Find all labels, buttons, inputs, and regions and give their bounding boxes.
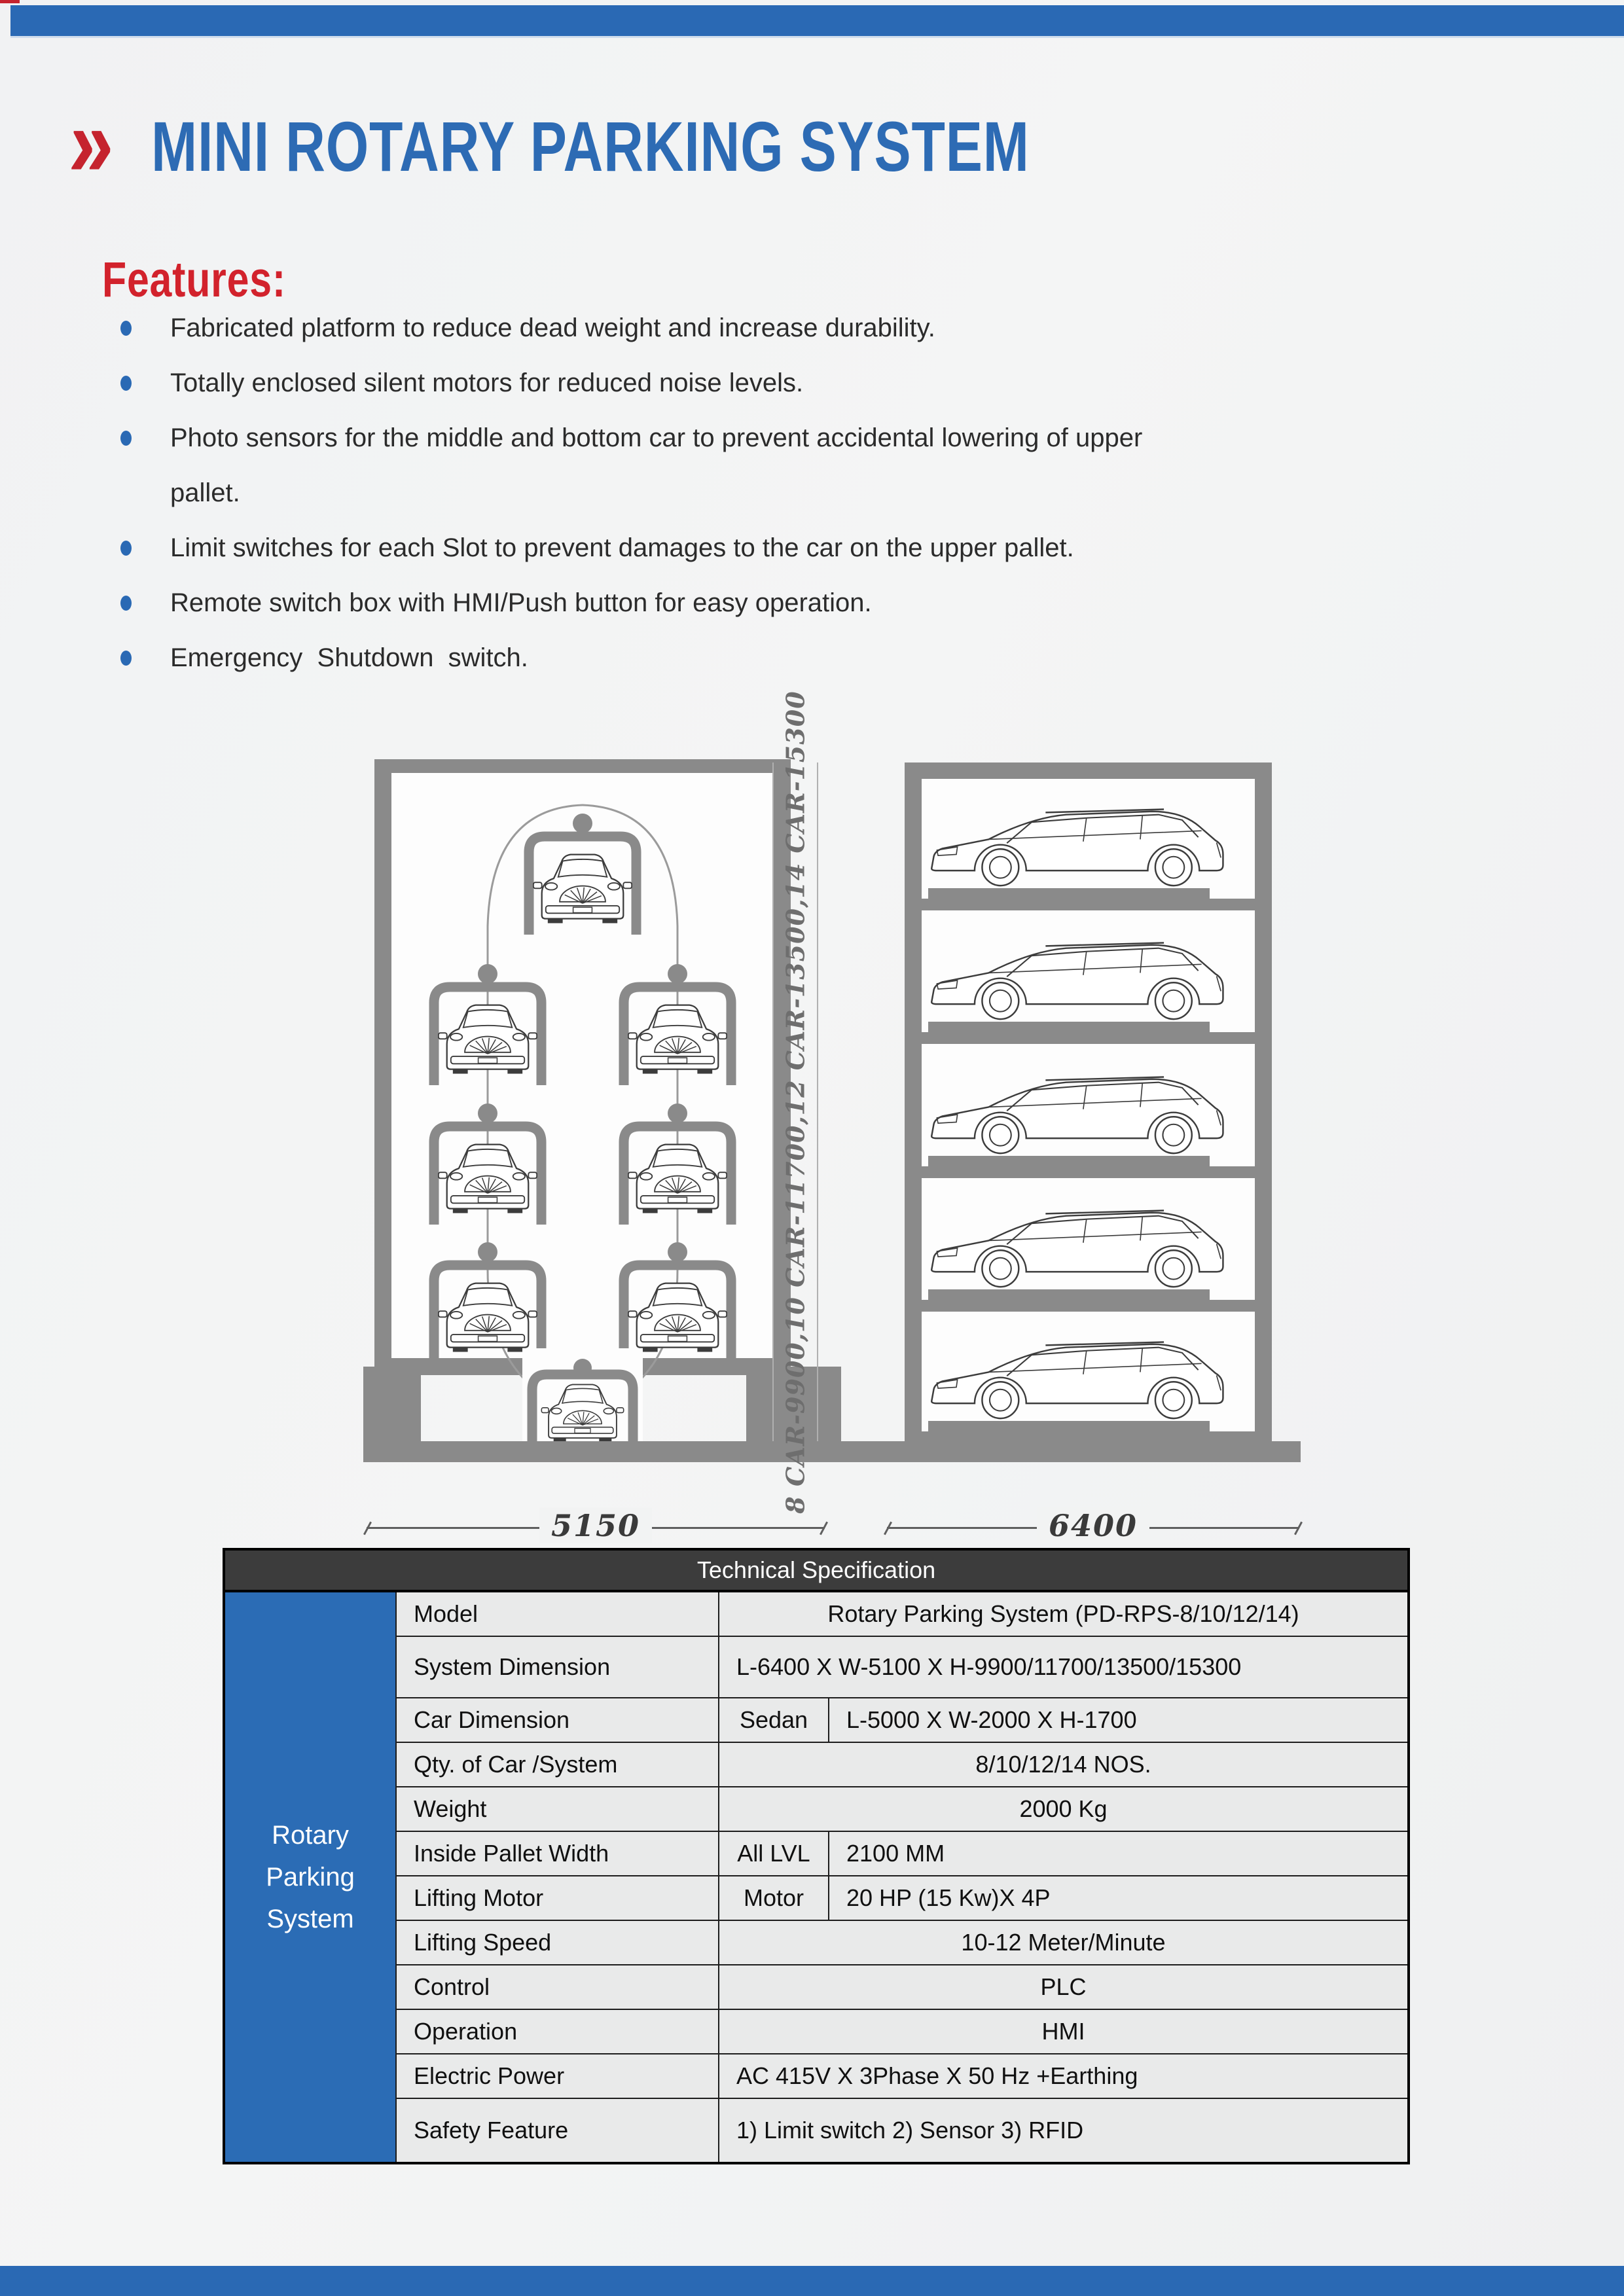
spec-label: Car Dimension: [396, 1698, 719, 1742]
spec-value: 2100 MM: [829, 1831, 1409, 1876]
page-title: MINI ROTARY PARKING SYSTEM: [151, 107, 1030, 186]
table-row: [224, 1591, 1409, 1636]
spec-label: Model: [396, 1591, 719, 1636]
feature-item: [119, 355, 1166, 410]
bullet-icon: [120, 321, 132, 336]
front-width-value: 5150: [539, 1508, 652, 1543]
spec-value: L-6400 X W-5100 X H-9900/11700/13500/15300: [719, 1636, 1409, 1698]
feature-item: [119, 300, 1166, 355]
spec-value: L-5000 X W-2000 X H-1700: [829, 1698, 1409, 1742]
page-corner-mark: [0, 0, 20, 3]
spec-label: Safety Feature: [396, 2098, 719, 2163]
feature-text: Photo sensors for the middle and bottom car to prevent accidental lowering of upper pallet.: [170, 423, 1150, 507]
side-width-dimension: [887, 1507, 1299, 1545]
side-width-value: 6400: [1037, 1508, 1149, 1543]
table-row: [224, 1876, 1409, 1920]
features-heading: Features:: [102, 252, 286, 308]
diagram-section: [353, 690, 1309, 1577]
table-title: Technical Specification: [224, 1549, 1409, 1591]
top-accent-bar: [10, 5, 1624, 38]
spec-value: PLC: [719, 1965, 1409, 2009]
technical-specification-table: [223, 1548, 1410, 2164]
feature-text: Emergency Shutdown switch.: [170, 643, 528, 672]
table-row: [224, 2054, 1409, 2098]
spec-label: Lifting Speed: [396, 1920, 719, 1965]
bullet-icon: [120, 596, 132, 611]
table-row: [224, 2098, 1409, 2163]
ground-line: [363, 1441, 1301, 1462]
spec-label: Qty. of Car /System: [396, 1742, 719, 1787]
table-title-row: [224, 1549, 1409, 1591]
spec-subcategory: All LVL: [719, 1831, 829, 1876]
table-row: [224, 2009, 1409, 2054]
features-list: [119, 300, 1166, 685]
height-dimension-note: [772, 690, 818, 1514]
spec-value: 8/10/12/14 NOS.: [719, 1742, 1409, 1787]
spec-value: HMI: [719, 2009, 1409, 2054]
feature-text: Fabricated platform to reduce dead weight and increase durability.: [170, 314, 935, 342]
spec-value: Rotary Parking System (PD-RPS-8/10/12/14): [719, 1591, 1409, 1636]
feature-item: [119, 630, 1166, 685]
spec-label: Control: [396, 1965, 719, 2009]
height-note-text: 8 CAR-9900,10 CAR-11700,12 CAR-13500,14 CAR-15300: [780, 690, 810, 1514]
feature-item: [119, 575, 1166, 630]
spec-label: System Dimension: [396, 1636, 719, 1698]
table-row: [224, 1831, 1409, 1876]
spec-value: AC 415V X 3Phase X 50 Hz +Earthing: [719, 2054, 1409, 2098]
bullet-icon: [120, 651, 132, 666]
bottom-accent-bar: [0, 2266, 1624, 2296]
spec-subcategory: Sedan: [719, 1698, 829, 1742]
spec-label: Operation: [396, 2009, 719, 2054]
table-row: [224, 1636, 1409, 1698]
feature-text: Limit switches for each Slot to prevent damages to the car on the upper pallet.: [170, 533, 1074, 562]
bullet-icon: [120, 541, 132, 556]
feature-item: [119, 410, 1166, 520]
page-header: [66, 87, 1278, 197]
spec-value: 1) Limit switch 2) Sensor 3) RFID: [719, 2098, 1409, 2163]
table-row: [224, 1742, 1409, 1787]
spec-label: Inside Pallet Width: [396, 1831, 719, 1876]
spec-label: Weight: [396, 1787, 719, 1831]
spec-value: 20 HP (15 Kw)X 4P: [829, 1876, 1409, 1920]
table-row: [224, 1920, 1409, 1965]
spec-value: 2000 Kg: [719, 1787, 1409, 1831]
spec-label: Electric Power: [396, 2054, 719, 2098]
rotary-front-view-diagram: [363, 759, 841, 1443]
category-cell: Rotary Parking System: [224, 1591, 396, 2163]
double-chevron-icon: »: [66, 87, 118, 197]
table-row: [224, 1698, 1409, 1742]
feature-text: Totally enclosed silent motors for reduced noise levels.: [170, 368, 804, 397]
table-row: [224, 1965, 1409, 2009]
spec-value: 10-12 Meter/Minute: [719, 1920, 1409, 1965]
bullet-icon: [120, 376, 132, 391]
front-width-dimension: [367, 1507, 825, 1545]
table-row: [224, 1787, 1409, 1831]
bullet-icon: [120, 431, 132, 446]
feature-text: Remote switch box with HMI/Push button for easy operation.: [170, 588, 872, 617]
feature-item: [119, 520, 1166, 575]
stack-side-view-diagram: [864, 762, 1296, 1463]
spec-label: Lifting Motor: [396, 1876, 719, 1920]
spec-subcategory: Motor: [719, 1876, 829, 1920]
